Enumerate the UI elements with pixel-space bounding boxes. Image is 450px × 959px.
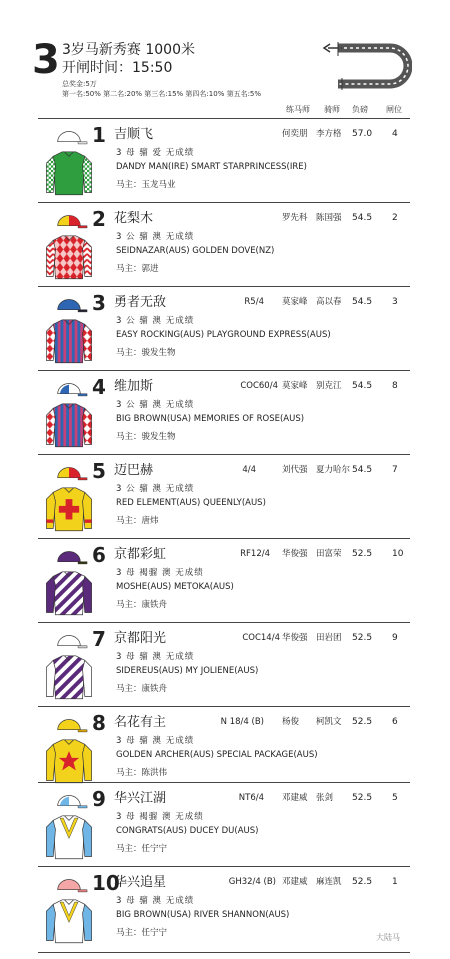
jockey-silk-icon [42,379,96,449]
horse-description: 3 母 骝 澳 无成绩 [116,896,195,906]
pedigree: DANDY MAN(IRE) SMART STARPRINCESS(IRE) [116,162,307,172]
jockey-silk-icon [42,875,96,945]
jockey-name: 麻连凯 [316,877,342,887]
horse-number: 7 [92,627,106,651]
horse-name: 吉顺飞 [114,127,154,142]
entry-row [38,622,410,706]
horse-number: 8 [92,711,106,735]
jockey-silk-icon [42,715,96,785]
prize-split: 第一名:50% 第二名:20% 第三名:15% 第四名:10% 第五名:5% [62,90,262,98]
jockey-silk-icon [42,295,96,365]
trainer-name: 刘代强 [282,465,308,475]
pedigree: MOSHE(AUS) METOKA(AUS) [116,582,234,592]
weight: 52.5 [352,793,373,803]
owner: 马主：骏发生物 [116,348,176,358]
draw: 9 [392,633,398,643]
owner: 马主：康铁舟 [116,600,168,610]
horse-description: 3 母 骝 爱 无成绩 [116,148,195,158]
horse-description: 3 母 骝 澳 无成绩 [116,652,195,662]
jockey-name: 李方格 [316,129,342,139]
race-title: 3岁马新秀赛 1000米 [62,42,195,58]
weight: 54.5 [352,465,373,475]
horse-number: 10 [92,871,120,895]
horse-description: 3 母 褐骝 澳 无成绩 [116,568,204,578]
gear-code: COC60/4 [240,381,278,391]
jockey-silk-icon [42,463,96,533]
owner: 马主：唐炜 [116,516,159,526]
weight: 57.0 [352,129,373,139]
owner: 马主：郭进 [116,264,159,274]
owner: 马主：任宁宁 [116,928,168,938]
race-start-time: 开闸时间：15:50 [62,60,173,76]
jockey-silk-icon [42,211,96,281]
column-weight: 负磅 [352,105,368,114]
owner: 马主：任宁宁 [116,844,168,854]
gear-code: RF12/4 [240,549,270,559]
column-draw: 闸位 [386,105,402,114]
jockey-name: 柯凯文 [316,717,342,727]
gear-code: NT6/4 [238,793,264,803]
gear-code: R5/4 [244,297,264,307]
weight: 52.5 [352,633,373,643]
jockey-name: 田富荣 [316,549,342,559]
horse-name: 京都彩虹 [114,547,167,562]
weight: 52.5 [352,877,373,887]
entry-row [38,706,410,790]
draw: 8 [392,381,398,391]
divider [38,952,410,953]
horse-number: 4 [92,375,106,399]
trainer-name: 邓建威 [282,793,308,803]
trainer-name: 莫家峰 [282,381,308,391]
track-icon [320,42,412,90]
draw: 7 [392,465,398,475]
owner: 马主：陈洪伟 [116,768,168,778]
owner: 马主：骏发生物 [116,432,176,442]
jockey-silk-icon [42,547,96,617]
pedigree: BIG BROWN(USA) MEMORIES OF ROSE(AUS) [116,414,305,424]
horse-number: 6 [92,543,106,567]
horse-number: 9 [92,787,106,811]
entry-row [38,538,410,622]
draw: 10 [392,549,404,559]
pedigree: RED ELEMENT(AUS) QUEENLY(AUS) [116,498,266,508]
weight: 52.5 [352,717,373,727]
entry-row [38,118,410,202]
owner: 马主：康铁舟 [116,684,168,694]
weight: 52.5 [352,549,373,559]
race-header [0,0,450,118]
horse-name: 花梨木 [114,211,154,226]
trainer-name: 华俊强 [282,549,308,559]
weight: 54.5 [352,297,373,307]
trainer-name: 莫家峰 [282,297,308,307]
horse-number: 2 [92,207,106,231]
horse-description: 3 公 骝 澳 无成绩 [116,316,195,326]
horse-number: 5 [92,459,106,483]
horse-description: 3 公 骝 澳 无成绩 [116,232,195,242]
prize-total: 总奖金:5万 [62,80,97,88]
pedigree: GOLDEN ARCHER(AUS) SPECIAL PACKAGE(AUS) [116,750,318,760]
horse-name: 华兴追星 [114,875,167,890]
entry-row [38,286,410,370]
column-trainer: 练马师 [286,105,310,114]
jockey-name: 张剑 [316,793,334,803]
horse-name: 名花有主 [114,715,167,730]
draw: 6 [392,717,398,727]
jockey-silk-icon [42,127,96,197]
jockey-name: 高以春 [316,297,342,307]
weight: 54.5 [352,213,373,223]
pedigree: SIDEREUS(AUS) MY JOLIENE(AUS) [116,666,259,676]
draw: 1 [392,877,398,887]
race-number: 3 [32,37,60,83]
entry-row [38,370,410,454]
horse-description: 3 母 褐骝 澳 无成绩 [116,812,204,822]
entry-row [38,454,410,538]
trainer-name: 罗先科 [282,213,308,223]
jockey-name: 陈国强 [316,213,342,223]
entry-row [38,202,410,286]
entry-row [38,866,410,950]
horse-name: 迈巴赫 [114,463,154,478]
draw: 4 [392,129,398,139]
horse-description: 3 公 骝 澳 无成绩 [116,484,195,494]
column-jockey: 骑师 [324,105,340,114]
pedigree: EASY ROCKING(AUS) PLAYGROUND EXPRESS(AUS) [116,330,331,340]
draw: 3 [392,297,398,307]
horse-number: 3 [92,291,106,315]
horse-description: 3 母 骝 澳 无成绩 [116,736,195,746]
horse-name: 华兴江湖 [114,791,167,806]
jockey-name: 夏力哈尔 [316,465,351,475]
horse-number: 1 [92,123,106,147]
pedigree: SEIDNAZAR(AUS) GOLDEN DOVE(NZ) [116,246,275,256]
horse-name: 京都阳光 [114,631,167,646]
horse-name: 勇者无敌 [114,295,167,310]
pedigree: BIG BROWN(USA) RIVER SHANNON(AUS) [116,910,290,920]
owner: 马主：玉龙马业 [116,180,176,190]
gear-code: 4/4 [242,465,256,475]
gear-code: GH32/4 (B) [228,877,276,887]
weight: 54.5 [352,381,373,391]
gear-code: COC14/4 [242,633,280,643]
trainer-name: 邓建威 [282,877,308,887]
trainer-name: 华俊强 [282,633,308,643]
draw: 2 [392,213,398,223]
trainer-name: 何奕朋 [282,129,308,139]
draw: 5 [392,793,398,803]
gear-code: N 18/4 (B) [220,717,264,727]
jockey-silk-icon [42,791,96,861]
horse-name: 维加斯 [114,379,154,394]
trainer-name: 杨俊 [282,717,300,727]
jockey-name: 别克江 [316,381,342,391]
watermark: 大陆马 [376,933,400,942]
jockey-silk-icon [42,631,96,701]
jockey-name: 田岩团 [316,633,342,643]
pedigree: CONGRATS(AUS) DUCEY DU(AUS) [116,826,259,836]
horse-description: 3 公 骝 澳 无成绩 [116,400,195,410]
entry-row [38,782,410,866]
